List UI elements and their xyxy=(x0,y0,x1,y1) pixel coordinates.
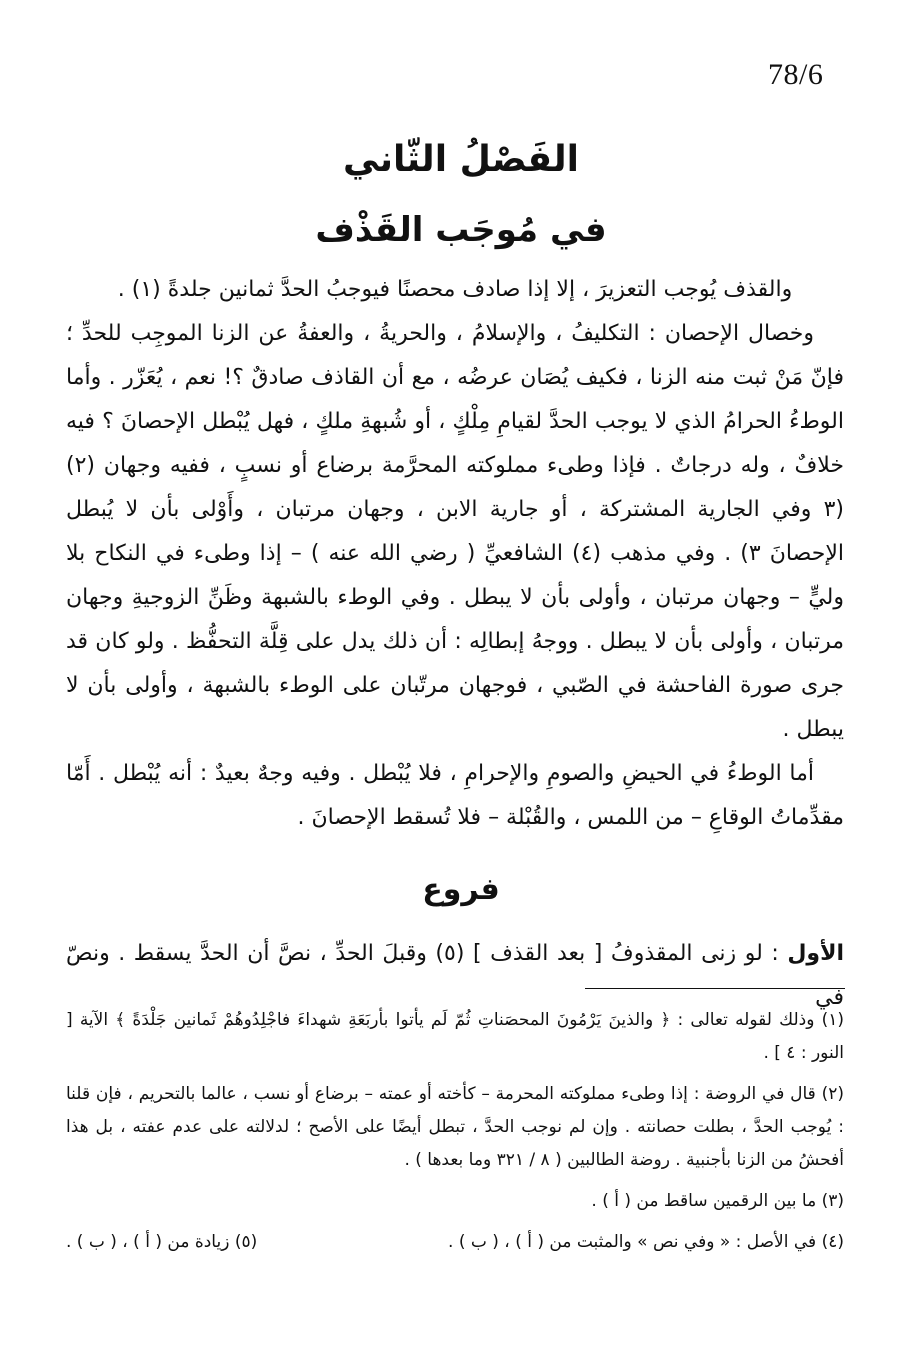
first-branch-text: : لو زنى المقذوفُ [ بعد القذف ] (٥) وقبلَ الحدِّ ، نصَّ أن الحدَّ يسقط . ونصّ في xyxy=(66,941,844,1010)
footnote-4: (٤) في الأصل : « وفي نص » والمثبت من ( أ ) ، ( ب ) . xyxy=(448,1232,844,1252)
footnotes xyxy=(66,1004,844,1259)
footnote-divider xyxy=(585,988,845,989)
first-branch-label: الأول xyxy=(787,941,844,966)
footnote-5: (٥) زيادة من ( أ ) ، ( ب ) . xyxy=(66,1232,258,1252)
section-heading: فروع xyxy=(422,872,500,907)
footnote-3: (٣) ما بين الرقمين ساقط من ( أ ) . xyxy=(591,1191,844,1211)
body-text xyxy=(66,268,844,840)
footnote-row xyxy=(66,1226,844,1259)
page-number: 78/6 xyxy=(768,58,824,91)
paragraph-menstruation: أما الوطءُ في الحيضِ والصومِ والإحرامِ ، فلا يُبْطل . وفيه وجهٌ بعيدٌ : أنه يُبْطل . أَمّا مقدِّماتُ الوقاعِ – من اللمس ، والقُبْلة – فلا تُسقط الإحصانَ . xyxy=(66,761,844,830)
chapter-subtitle: في مُوجَب القَذْف xyxy=(315,210,607,250)
footnote-1: (١) وذلك لقوله تعالى : ﴿ والذينَ يَرْمُونَ المحصَناتِ ثُمّ لَم يأتوا بأربَعَةِ شهداءَ فاجْلِدُوهُمْ ثَمانين جَلْدَةً ﴾ الآية [ النور : ٤ ] . xyxy=(66,1010,844,1063)
chapter-title: الفَصْلُ الثّاني xyxy=(343,139,579,180)
paragraph-ihsan-qualities: وخصال الإحصان : التكليفُ ، والإسلامُ ، والحريةُ ، والعفةُ عن الزنا الموجِب للحدِّ ؛ فإنّ مَنْ ثبت منه الزنا ، فكيف يُصَان عرضُه ، مع أن القاذف صادقٌ ؟! نعم ، يُعَزّر . وأما الوطءُ الحرامُ الذي لا يوجب الحدَّ لقيامِ مِلْكٍ ، أو شُبهةِ ملكٍ ، فهل يُبْطل الإحصانَ ؟ فيه خلافٌ ، وله درجاتٌ . فإذا وطىء مملوكته المحرَّمة برضاع أو نسبٍ ، ففيه وجهان (٢) (٣ وفي الجارية المشتركة ، أو جارية الابن ، وجهان مرتبان ، وأَوْلى بأن لا يُبطل الإحصانَ ٣) . وفي مذهب (٤) الشافعيِّ ( رضي الله عنه ) – إذا وطىء في النكاح بلا وليٍّ – وجهان مرتبان ، وأولى بأن لا يبطل . وفي الوطء بالشبهة وظَنِّ الزوجيةِ وجهان مرتبان ، وأولى بأن لا يبطل . ووجهُ إبطالِه : أن ذلك يدل على قِلَّة التحفُّظ . ولو كان قد جرى صورة الفاحشة في الصّبي ، فوجهان مرتّبان على الوطء بالشبهة ، وأولى بأن لا يبطل . xyxy=(66,321,844,742)
footnote-2: (٢) قال في الروضة : إذا وطىء مملوكته المحرمة – كأخته أو عمته – برضاع أو نسب ، عالما بالتحريم ، فإن قلنا : يُوجب الحدَّ ، بطلت حصانته . وإن لم نوجب الحدَّ ، تبطل أيضًا على الأصح ؛ لدلالته على عدم عفته ، بل هذا أفحشُ من الزنا بأجنبية . روضة الطالبين ( ٨ / ٣٢١ وما بعدها ) . xyxy=(66,1084,844,1170)
paragraph-intro: والقذف يُوجب التعزيرَ ، إلا إذا صادف محصنًا فيوجبُ الحدَّ ثمانين جلدةً (١) . xyxy=(117,277,793,302)
